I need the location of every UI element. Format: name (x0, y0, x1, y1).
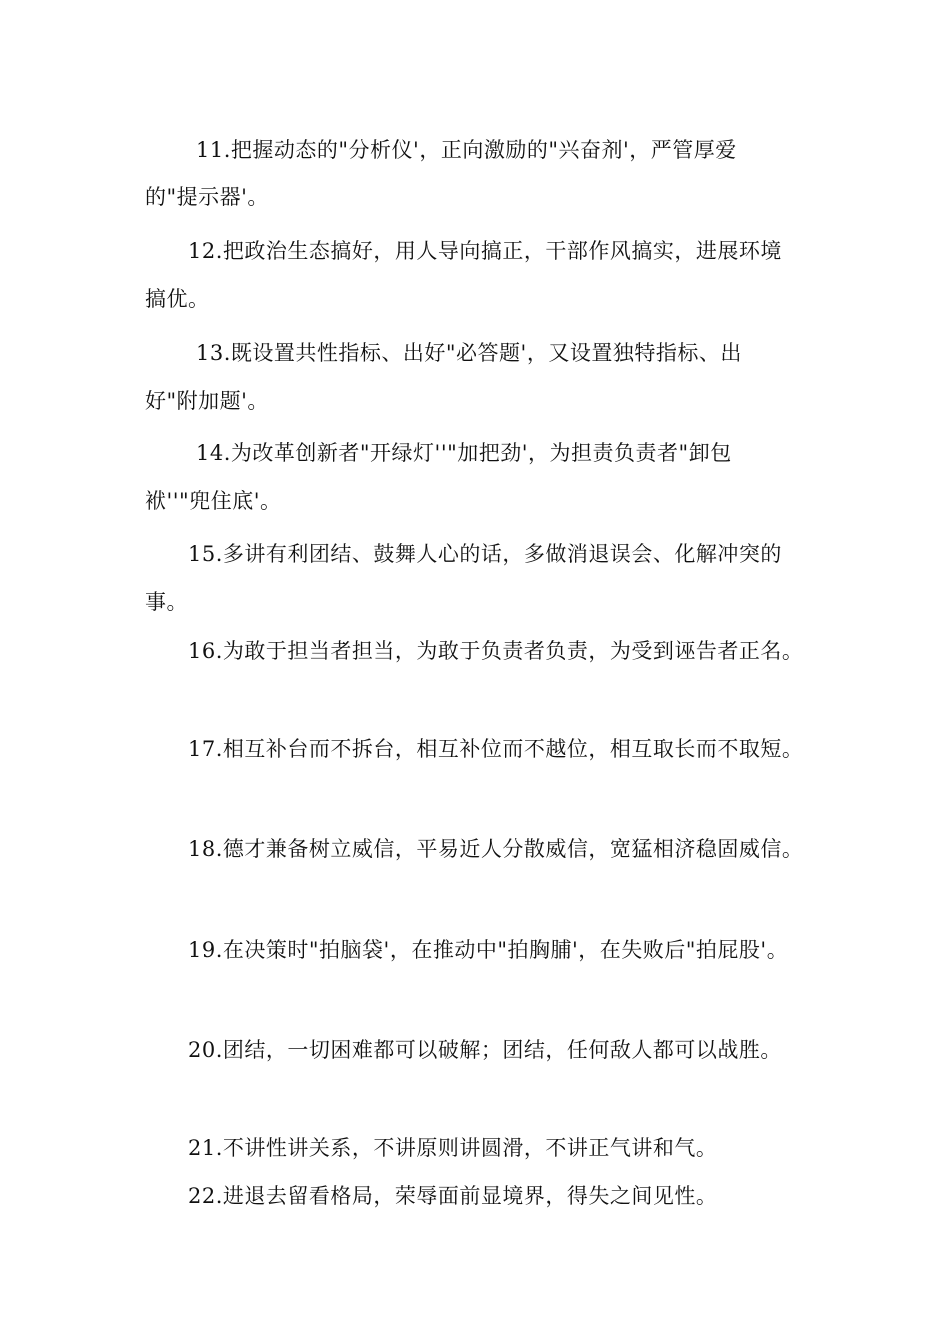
item-14-line-1: 14.为改革创新者"开绿灯''"加把劲'，为担责负责者"卸包 (196, 441, 732, 465)
item-21-line-1: 21.不讲性讲关系，不讲原则讲圆滑，不讲正气讲和气。 (188, 1136, 718, 1160)
item-13-line-2: 好"附加题'。 (145, 389, 269, 413)
item-11-line-1: 11.把握动态的"分析仪'，正向激励的"兴奋剂'，严管厚爱 (196, 138, 737, 162)
item-14-line-2: 袱''"兜住底'。 (145, 489, 282, 513)
item-15-line-1: 15.多讲有利团结、鼓舞人心的话，多做消退误会、化解冲突的 (188, 542, 782, 566)
item-15-line-2: 事。 (145, 590, 188, 614)
item-12-line-1: 12.把政治生态搞好，用人导向搞正，干部作风搞实，进展环境 (188, 239, 782, 263)
item-11-line-2: 的"提示器'。 (145, 185, 269, 209)
item-13-line-1: 13.既设置共性指标、出好"必答题'，又设置独特指标、出 (196, 341, 742, 365)
item-17-line-1: 17.相互补台而不拆台，相互补位而不越位，相互取长而不取短。 (188, 737, 804, 761)
item-12-line-2: 搞优。 (145, 287, 210, 311)
item-20-line-1: 20.团结，一切困难都可以破解；团结，任何敌人都可以战胜。 (188, 1038, 782, 1062)
item-16-line-1: 16.为敢于担当者担当，为敢于负责者负责，为受到诬告者正名。 (188, 639, 804, 663)
item-22-line-1: 22.进退去留看格局，荣辱面前显境界，得失之间见性。 (188, 1184, 718, 1208)
item-18-line-1: 18.德才兼备树立威信，平易近人分散威信，宽猛相济稳固威信。 (188, 837, 804, 861)
item-19-line-1: 19.在决策时"拍脑袋'，在推动中"拍胸脯'，在失败后"拍屁股'。 (188, 938, 789, 962)
